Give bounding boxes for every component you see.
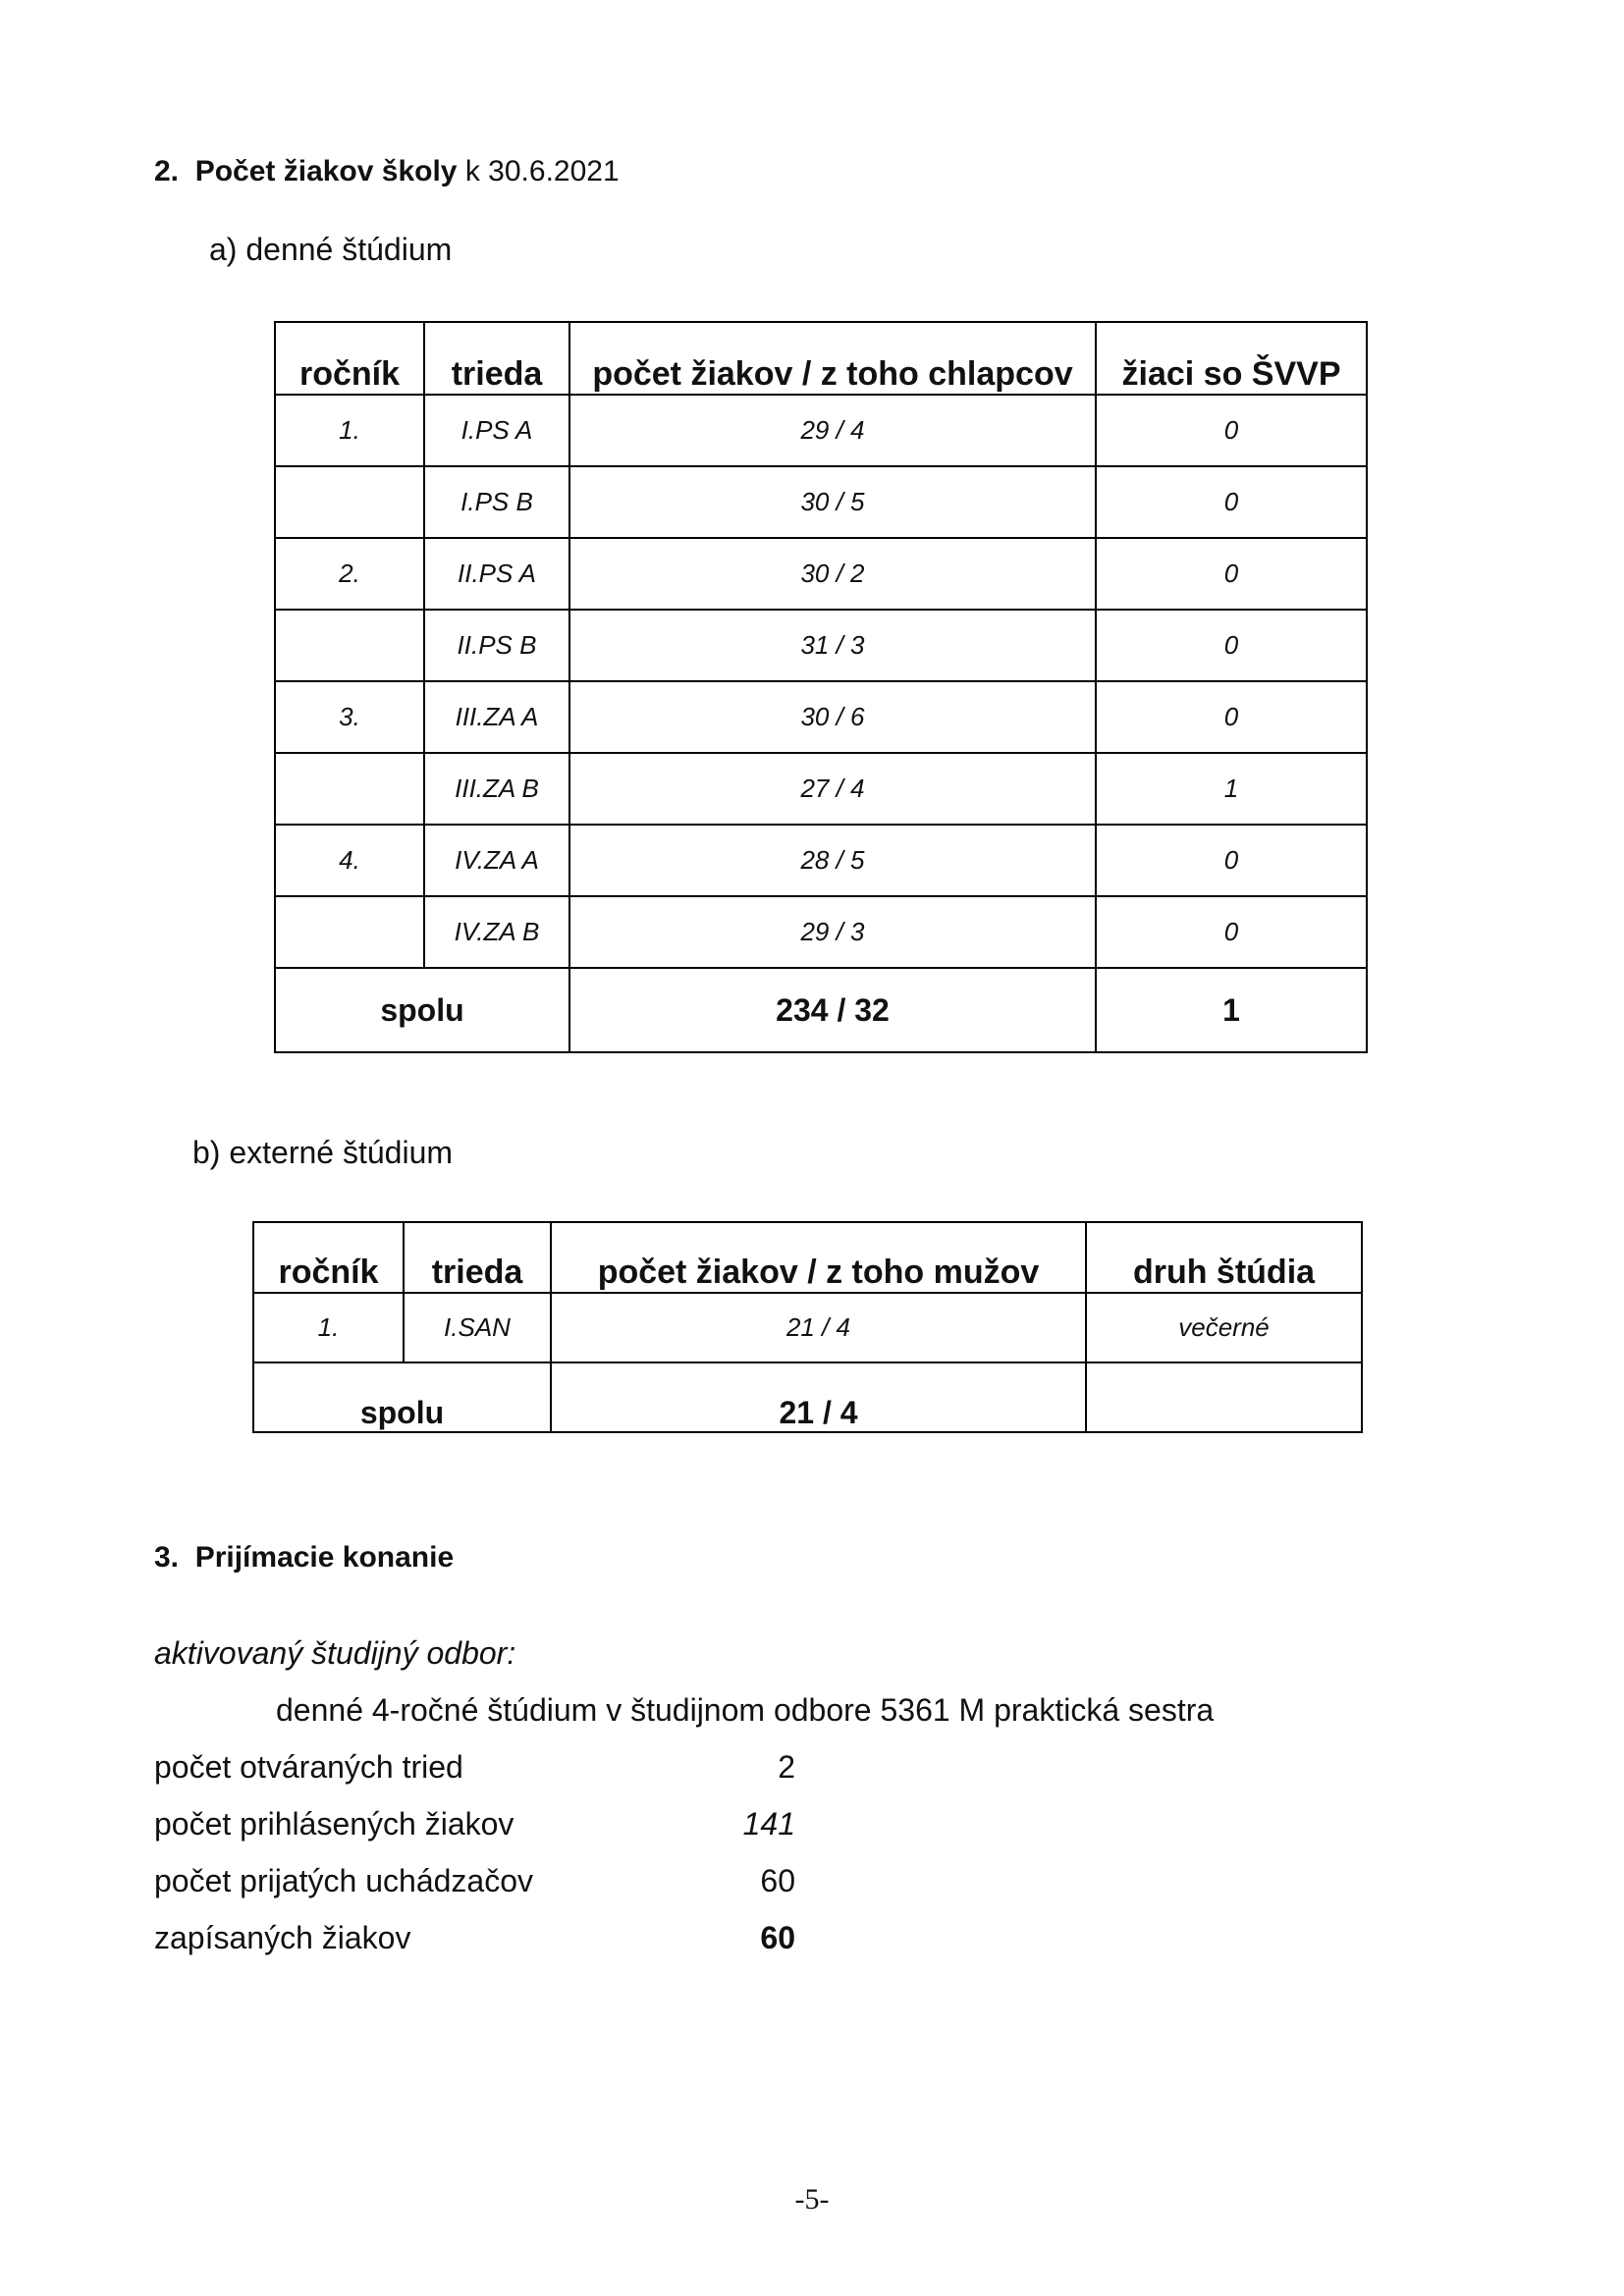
section-3-heading: [154, 1541, 454, 1575]
total-svvp: 1: [1096, 968, 1367, 1052]
cell-svvp: 0: [1096, 538, 1367, 610]
total-label: spolu: [253, 1362, 551, 1432]
header-rocnik: ročník: [275, 322, 424, 395]
cell-rocnik: [275, 753, 424, 825]
stat-value-applicants: 141: [742, 1806, 795, 1842]
header-druh-studia: druh štúdia: [1086, 1222, 1362, 1293]
cell-pocet: 30 / 2: [569, 538, 1096, 610]
cell-rocnik: [275, 610, 424, 681]
cell-pocet: 31 / 3: [569, 610, 1096, 681]
cell-trieda: I.PS B: [424, 466, 569, 538]
table-row: [275, 896, 1367, 968]
cell-trieda: II.PS B: [424, 610, 569, 681]
section-2-heading: [154, 155, 620, 188]
cell-rocnik: 3.: [275, 681, 424, 753]
header-ziaci-svvp: žiaci so ŠVVP: [1096, 322, 1367, 395]
table-total-row: [253, 1362, 1362, 1432]
table-row: [275, 538, 1367, 610]
header-pocet-ziakov: počet žiakov / z toho mužov: [551, 1222, 1086, 1293]
stat-value-classes: 2: [778, 1749, 795, 1785]
header-rocnik: ročník: [253, 1222, 404, 1293]
subheading-b: b) externé štúdium: [192, 1135, 454, 1170]
table-header-row: [253, 1222, 1362, 1293]
cell-rocnik: 1.: [275, 395, 424, 466]
stat-label-enrolled: zapísaných žiakov: [154, 1920, 411, 1955]
header-trieda: trieda: [404, 1222, 551, 1293]
cell-pocet: 21 / 4: [551, 1293, 1086, 1362]
section-3-title: Prijímacie konanie: [194, 1541, 455, 1574]
cell-pocet: 27 / 4: [569, 753, 1096, 825]
cell-svvp: 0: [1096, 681, 1367, 753]
stat-label-accepted: počet prijatých uchádzačov: [154, 1863, 533, 1898]
total-pocet: 21 / 4: [551, 1362, 1086, 1432]
table-row: [275, 753, 1367, 825]
cell-rocnik: 2.: [275, 538, 424, 610]
cell-rocnik: 4.: [275, 825, 424, 896]
cell-pocet: 29 / 4: [569, 395, 1096, 466]
table-row: [253, 1293, 1362, 1362]
cell-druh: večerné: [1086, 1293, 1362, 1362]
cell-pocet: 28 / 5: [569, 825, 1096, 896]
cell-pocet: 30 / 6: [569, 681, 1096, 753]
cell-svvp: 0: [1096, 896, 1367, 968]
subheading-a: a) denné štúdium: [209, 232, 453, 267]
cell-svvp: 0: [1096, 825, 1367, 896]
cell-svvp: 1: [1096, 753, 1367, 825]
header-trieda: trieda: [424, 322, 569, 395]
table-row: [275, 466, 1367, 538]
cell-trieda: IV.ZA A: [424, 825, 569, 896]
field-label: aktivovaný študijný odbor:: [154, 1635, 516, 1671]
stat-label-applicants: počet prihlásených žiakov: [154, 1806, 514, 1842]
table-external-study: [252, 1221, 1363, 1433]
cell-rocnik: [275, 896, 424, 968]
cell-trieda: III.ZA A: [424, 681, 569, 753]
field-description: denné 4-ročné štúdium v študijnom odbore 5361 M praktická sestra: [276, 1692, 1215, 1728]
cell-trieda: II.PS A: [424, 538, 569, 610]
cell-trieda: III.ZA B: [424, 753, 569, 825]
section-2-number: 2.: [154, 155, 180, 187]
section-2-title: Počet žiakov školy: [194, 155, 458, 187]
stat-label-classes: počet otváraných tried: [154, 1749, 463, 1785]
section-2-date: k 30.6.2021: [464, 155, 620, 187]
cell-trieda: I.SAN: [404, 1293, 551, 1362]
cell-pocet: 29 / 3: [569, 896, 1096, 968]
table-row: [275, 825, 1367, 896]
table-row: [275, 395, 1367, 466]
stat-value-accepted: 60: [760, 1863, 795, 1898]
table-row: [275, 681, 1367, 753]
total-label: spolu: [275, 968, 569, 1052]
total-pocet: 234 / 32: [569, 968, 1096, 1052]
total-druh: [1086, 1362, 1362, 1432]
header-pocet-ziakov: počet žiakov / z toho chlapcov: [569, 322, 1096, 395]
page-number: -5-: [794, 2183, 830, 2216]
cell-svvp: 0: [1096, 466, 1367, 538]
stat-value-enrolled: 60: [760, 1920, 795, 1955]
cell-svvp: 0: [1096, 395, 1367, 466]
table-row: [275, 610, 1367, 681]
cell-svvp: 0: [1096, 610, 1367, 681]
cell-pocet: 30 / 5: [569, 466, 1096, 538]
table-total-row: [275, 968, 1367, 1052]
section-3-number: 3.: [154, 1541, 180, 1574]
cell-trieda: I.PS A: [424, 395, 569, 466]
cell-rocnik: [275, 466, 424, 538]
cell-trieda: IV.ZA B: [424, 896, 569, 968]
table-header-row: [275, 322, 1367, 395]
cell-rocnik: 1.: [253, 1293, 404, 1362]
table-daily-study: [274, 321, 1368, 1053]
